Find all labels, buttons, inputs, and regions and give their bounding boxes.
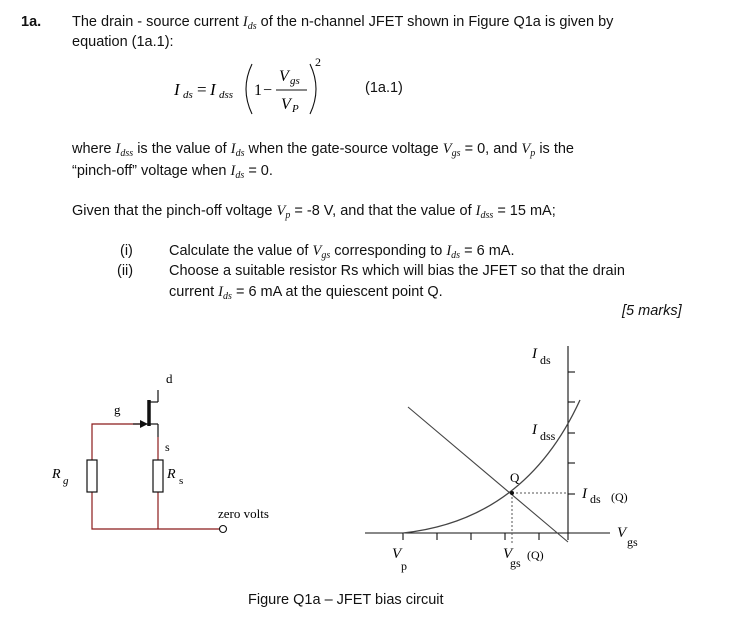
svg-text:dss: dss xyxy=(219,89,234,101)
svg-text:V: V xyxy=(279,68,289,85)
gate-wire xyxy=(92,424,142,460)
jfet-symbol xyxy=(133,390,158,437)
var-ids: $I_{ds}$ xyxy=(242,14,257,32)
transfer-curve xyxy=(403,400,580,533)
svg-text:−: − xyxy=(263,82,273,99)
intro-text-b: of the n-channel JFET shown in Figure Q1a is given by xyxy=(260,14,614,30)
label-vgs-q-suffix: (Q) xyxy=(527,548,544,562)
part-ii-line-2: current $I_{ds} = 6$ mA at the quiescent point Q. xyxy=(169,284,443,302)
label-vgs-axis-sub: gs xyxy=(627,535,638,549)
equation-label: (1a.1) xyxy=(365,80,403,96)
gate-arrow-icon xyxy=(140,420,148,428)
label-g: g xyxy=(114,402,121,417)
marks: [5 marks] xyxy=(622,303,682,319)
q-point xyxy=(510,491,514,495)
label-vp: V xyxy=(392,546,402,562)
resistor-rg xyxy=(87,460,97,492)
label-rs-sub: s xyxy=(179,475,184,487)
label-vgs-axis: V xyxy=(617,525,627,541)
svg-text:I: I xyxy=(174,80,180,99)
label-rg-sub: g xyxy=(63,475,69,487)
label-s: s xyxy=(165,440,170,454)
part-i-text: Calculate the value of $V_{gs}$ corresponding to $I_{ds} = 6$ mA. xyxy=(169,243,515,261)
label-vp-sub: p xyxy=(401,559,407,573)
intro-text-a: The drain - source current xyxy=(72,14,239,30)
svg-text:2: 2 xyxy=(315,55,321,69)
label-ids-q-suffix: (Q) xyxy=(611,490,628,504)
resistor-rs xyxy=(153,460,163,492)
graph-axes xyxy=(365,346,610,540)
part-ii-line-1: Choose a suitable resistor Rs which will bias the JFET so that the drain xyxy=(169,263,625,279)
ground-terminal xyxy=(220,526,227,533)
label-vgs-q-sub: gs xyxy=(510,556,521,570)
part-ii-label: (ii) xyxy=(117,263,134,279)
label-rg: R xyxy=(52,467,61,482)
svg-text:I: I xyxy=(210,80,216,99)
bias-line xyxy=(408,407,568,542)
svg-text:P: P xyxy=(292,103,299,115)
question-number: 1a. xyxy=(21,14,42,30)
svg-text:ds: ds xyxy=(183,89,193,101)
label-vgs-q: V xyxy=(503,546,513,562)
label-idss-sub: dss xyxy=(540,429,556,443)
label-rs: R xyxy=(167,467,176,482)
figure-caption: Figure Q1a – JFET bias circuit xyxy=(248,592,444,608)
given-line: Given that the pinch-off voltage $V_p = -8$ V, and that the value of $I_{dss} = 15$ mA; xyxy=(72,203,556,221)
svg-text:V: V xyxy=(281,96,291,113)
intro-line-2: equation (1a.1): xyxy=(72,34,174,50)
label-ids-q: I xyxy=(582,486,587,502)
label-ids-axis: I xyxy=(532,346,537,362)
label-d: d xyxy=(166,371,173,386)
label-zero-volts: zero volts xyxy=(218,506,269,521)
svg-text:gs: gs xyxy=(290,75,300,87)
svg-text:1: 1 xyxy=(254,82,262,99)
label-ids-axis-sub: ds xyxy=(540,353,551,367)
label-q: Q xyxy=(510,470,520,485)
label-idss: I xyxy=(532,422,537,438)
part-i-label: (i) xyxy=(120,243,133,259)
where-line-2: “pinch-off” voltage when $I_{ds} = 0$. xyxy=(72,163,273,181)
bottom-left-wire xyxy=(92,492,158,529)
svg-text:=: = xyxy=(197,80,207,99)
label-ids-q-sub: ds xyxy=(590,492,601,506)
where-line-1: where $I_{dss}$ is the value of $I_{ds}$ when the gate-source voltage $V_{gs} = 0$, and $V_p$ is the xyxy=(72,141,574,159)
